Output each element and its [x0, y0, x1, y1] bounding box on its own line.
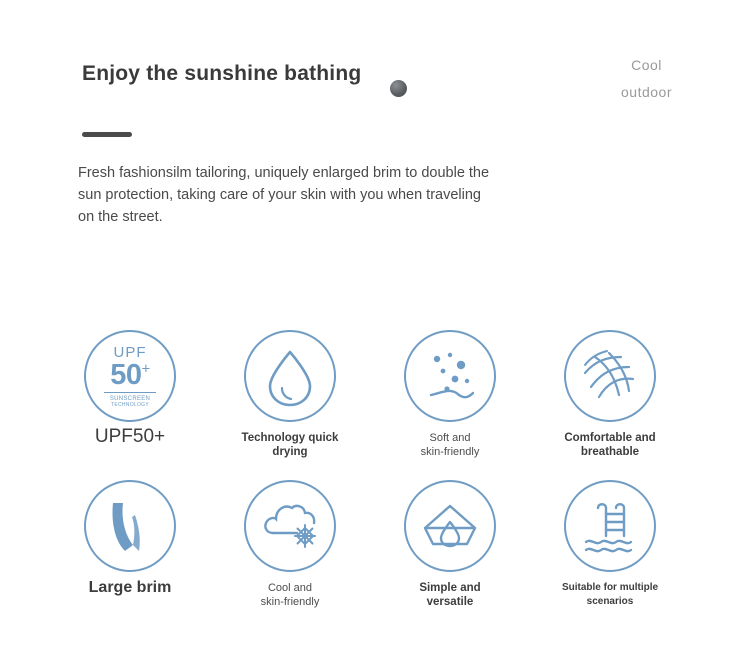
title-underline-divider: [82, 132, 132, 137]
feature-label-line2: drying: [272, 446, 308, 458]
upf-top-label: UPF: [113, 343, 147, 361]
feature-label-line1: Cool and: [267, 582, 313, 594]
feature-row: [0, 480, 750, 630]
page-description: Fresh fashionsilm tailoring, uniquely enlarged brim to double the sun protection, taking care of your skin with you when traveling on the street.: [78, 165, 490, 225]
upf-value: 50: [110, 358, 142, 391]
upf-divider: [104, 392, 156, 393]
feature-label-line1: Simple and: [419, 582, 481, 594]
upf-plus: +: [141, 359, 150, 377]
feature-label: UPF50+: [94, 426, 166, 447]
feature-label: [419, 581, 480, 609]
feature-grid: [0, 330, 750, 630]
feature-label-line1: Technology quick: [241, 432, 339, 444]
feature-row: [0, 330, 750, 480]
corner-note-line1: Cool: [631, 57, 662, 73]
feature-item-scenarios: [535, 480, 685, 630]
decorative-dot-icon: [390, 80, 407, 97]
corner-note-line2: outdoor: [621, 84, 672, 100]
wash-care-drop-icon: [404, 480, 496, 572]
feature-item-skin-friendly: [375, 330, 525, 480]
feature-item-quick-drying: [215, 330, 365, 480]
soft-skin-dots-icon: [404, 330, 496, 422]
upf-sub-label-2: TECHNOLOGY: [110, 401, 149, 408]
feature-label: [261, 581, 320, 609]
feature-label: Large brim: [88, 579, 172, 596]
breathable-weave-icon: [564, 330, 656, 422]
feature-label: [564, 431, 655, 459]
water-drop-icon: [244, 330, 336, 422]
feature-label-line2: versatile: [426, 596, 474, 608]
page-title: Enjoy the sunshine bathing: [82, 62, 362, 85]
upf50-badge-icon: [84, 330, 176, 422]
feature-label: [562, 581, 658, 609]
feature-label-line1: Soft and: [429, 432, 471, 444]
upf-sub-label-1: SUNSCREEN: [109, 395, 151, 402]
feature-label: [421, 431, 480, 459]
feature-label-line2: breathable: [580, 446, 640, 458]
feature-item-upf: [55, 330, 205, 480]
feature-item-versatile: [375, 480, 525, 630]
cloud-snowflake-icon: [244, 480, 336, 572]
feature-label-line2: skin-friendly: [260, 596, 320, 608]
feature-label-line2: skin-friendly: [420, 446, 480, 458]
feature-label-line1: Comfortable and: [564, 432, 656, 444]
corner-note: [621, 52, 672, 106]
pool-ladder-icon: [564, 480, 656, 572]
feature-label: [242, 431, 339, 459]
feature-label-line2: scenarios: [586, 596, 634, 607]
feature-item-breathable: [535, 330, 685, 480]
feature-label-line1: Suitable for multiple: [561, 582, 659, 593]
feature-item-large-brim: [55, 480, 205, 630]
feature-item-cool: [215, 480, 365, 630]
large-brim-icon: [84, 480, 176, 572]
